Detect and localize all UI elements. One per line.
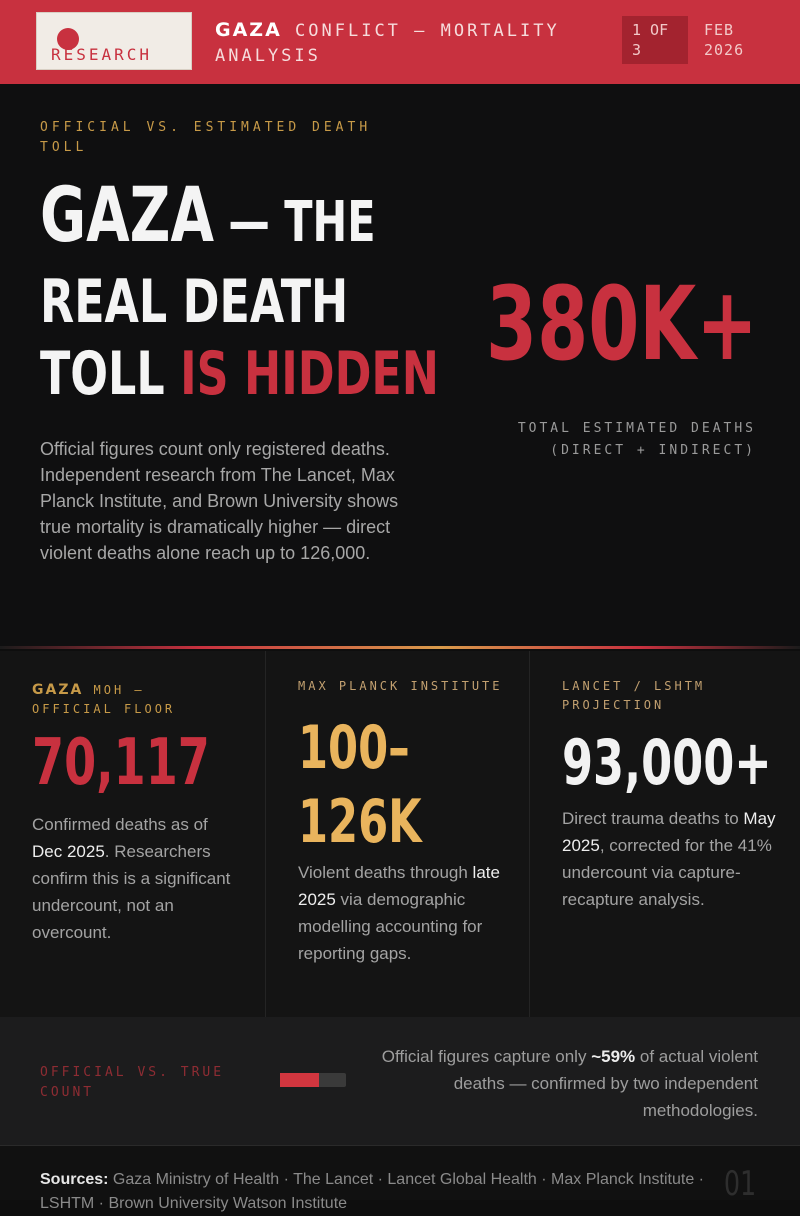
headline-line-3 <box>40 338 439 410</box>
stat-card-lancet <box>530 651 800 1017</box>
hero-intro-text: Official figures count only registered deaths. Independent research from The Lancet, Max Planck Institute, and Brown University shows true mortality is dramatically higher — direct violent deaths alone reach up to 126,000. <box>40 439 399 563</box>
header-title-rest: CONFLICT — MORTALITY ANALYSIS <box>215 21 560 66</box>
sources-text: Gaza Ministry of Health · The Lancet · Lancet Global Health · Max Planck Institute · LSHTM · Brown University Watson Institute <box>40 1171 704 1212</box>
hero-headline <box>40 170 439 410</box>
stat-value-line-2: 126K <box>298 787 422 857</box>
stat-label-lancet: LANCET / LSHTM PROJECTION <box>562 679 706 712</box>
desc-highlight: late 2025 <box>298 863 500 909</box>
headline-gaza: GAZA <box>40 170 214 259</box>
gradient-divider <box>0 646 800 649</box>
headline-is-hidden: IS HIDDEN <box>180 339 439 409</box>
desc-part: . Researchers confirm this is a significant undercount, not an overcount. <box>32 842 231 942</box>
stat-label-moh <box>32 681 232 719</box>
note-part: of actual violent deaths — confirmed by two independent methodologies. <box>453 1047 758 1120</box>
stat-label-max-planck: MAX PLANCK INSTITUTE <box>298 679 503 693</box>
stats-row <box>0 651 800 1017</box>
desc-part: , corrected for the 41% undercount via capture-recapture analysis. <box>562 836 772 909</box>
headline-toll: TOLL <box>40 339 181 409</box>
note-part: Official figures capture only <box>381 1047 592 1066</box>
stat-label-bold: GAZA <box>32 682 84 698</box>
stat-desc-lancet <box>562 805 782 913</box>
ratio-label: OFFICIAL VS. TRUE COUNT <box>40 1065 225 1100</box>
desc-part: via demographic modelling accounting for reporting gaps. <box>298 890 483 963</box>
sources-line <box>40 1168 720 1216</box>
header-title-bold: GAZA <box>215 19 282 41</box>
stat-value-line-1: 100– <box>298 713 410 783</box>
headline-line-2: REAL DEATH <box>40 267 349 337</box>
desc-highlight: May 2025 <box>562 809 776 855</box>
desc-part: Direct trauma deaths to <box>562 809 744 828</box>
hero-kicker: OFFICIAL VS. ESTIMATED DEATH TOLL <box>40 120 372 155</box>
stat-value-max-planck <box>298 711 422 859</box>
stat-desc-max-planck <box>298 859 508 967</box>
stat-desc-moh <box>32 811 242 946</box>
headline-line-1 <box>40 170 376 266</box>
headline-the: — THE <box>213 190 376 255</box>
page-number: 01 <box>723 1164 756 1204</box>
header-title <box>215 18 605 69</box>
ratio-progress-bar <box>280 1073 346 1087</box>
ratio-band <box>0 1017 800 1145</box>
total-estimated-caption: TOTAL ESTIMATED DEATHS (DIRECT + INDIRECT) <box>517 421 756 458</box>
sources-label: Sources: <box>40 1171 109 1188</box>
stat-card-max-planck <box>266 651 530 1017</box>
desc-highlight: Dec 2025 <box>32 842 105 861</box>
hero-section <box>0 84 800 648</box>
stat-value-moh: 70,117 <box>32 726 210 800</box>
research-badge <box>36 12 192 70</box>
page-indicator: 1 OF 3 <box>622 16 688 64</box>
stat-card-moh <box>0 651 266 1017</box>
stat-value-lancet: 93,000+ <box>562 726 772 799</box>
ratio-note <box>358 1043 758 1124</box>
stat-label-text: MOH — OFFICIAL FLOOR <box>32 683 176 716</box>
header-date: FEB 2026 <box>704 21 745 59</box>
header-bar <box>0 0 800 84</box>
badge-label: RESEARCH <box>51 45 153 64</box>
note-highlight: ~59% <box>591 1047 636 1066</box>
desc-part: Violent deaths through <box>298 863 473 882</box>
desc-part: Confirmed deaths as of <box>32 815 208 834</box>
footer <box>0 1145 800 1212</box>
ratio-progress-fill <box>280 1073 319 1087</box>
total-estimated-number: 380K+ <box>486 265 758 384</box>
